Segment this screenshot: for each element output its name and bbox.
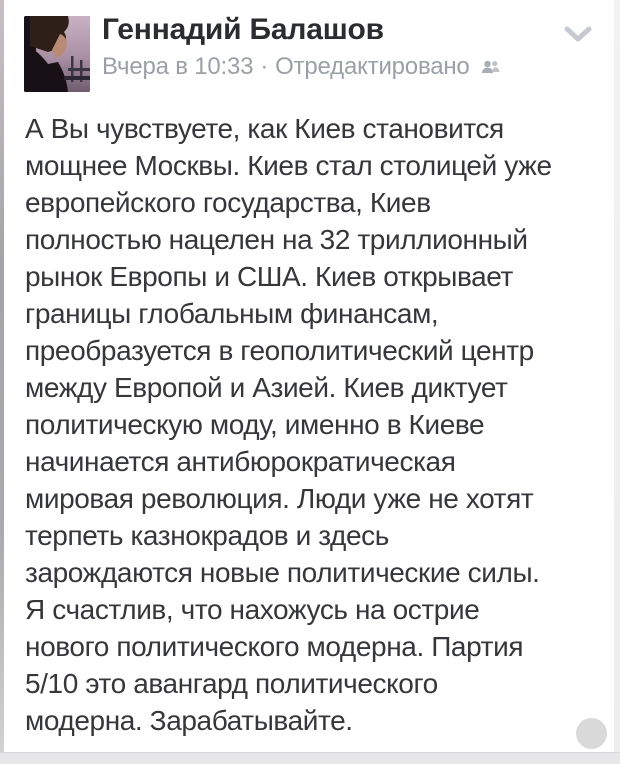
screenshot-right-edge [614, 0, 620, 764]
post-text-line: 5/10 это авангард политического [25, 668, 438, 699]
edited-label: Отредактировано [275, 53, 470, 80]
post-text-line: границы глобальным финансам, [25, 298, 439, 329]
post-text [25, 110, 611, 739]
timestamp[interactable]: Вчера в 10:33 [102, 53, 254, 80]
post-text-line: А Вы чувствуете, как Киев становится [25, 113, 504, 144]
post-text-line: модерна. Зарабатывайте. [25, 705, 353, 736]
post-text-line: Я счастлив, что нахожусь на острие [25, 594, 480, 625]
post-text-line: мировая революция. Люди уже не хотят [25, 483, 534, 514]
friends-icon [481, 59, 500, 76]
screenshot-bottom-edge [0, 752, 620, 764]
meta-separator: · [260, 53, 269, 80]
post-text-line: политическую моду, именно в Киеве [25, 409, 485, 440]
post-text-line: начинается антибюрократическая [25, 446, 456, 477]
profile-photo-icon [24, 16, 90, 92]
post-text-line: терпеть казнокрадов и здесь [25, 520, 389, 551]
post-text-line: мощнее Москвы. Киев стал столицей уже [25, 150, 552, 181]
author-name[interactable]: Геннадий Балашов [102, 13, 384, 46]
post-text-line: полностью нацелен на 32 триллионный [25, 224, 528, 255]
post-text-line: европейского государства, Киев [25, 187, 431, 218]
post-text-line: нового политического модерна. Партия [25, 631, 524, 662]
post-text-line: рынок Европы и США. Киев открывает [25, 261, 513, 292]
post-text-line: между Европой и Азией. Киев диктует [25, 372, 508, 403]
post-text-line: зарождаются новые политические силы. [25, 557, 540, 588]
post-meta [102, 53, 500, 81]
post-text-line: преобразуется в геополитический центр [25, 335, 534, 366]
avatar[interactable] [24, 16, 90, 92]
screenshot-left-edge [0, 0, 4, 764]
floating-circle [576, 718, 607, 749]
chevron-down-icon[interactable] [564, 26, 592, 44]
